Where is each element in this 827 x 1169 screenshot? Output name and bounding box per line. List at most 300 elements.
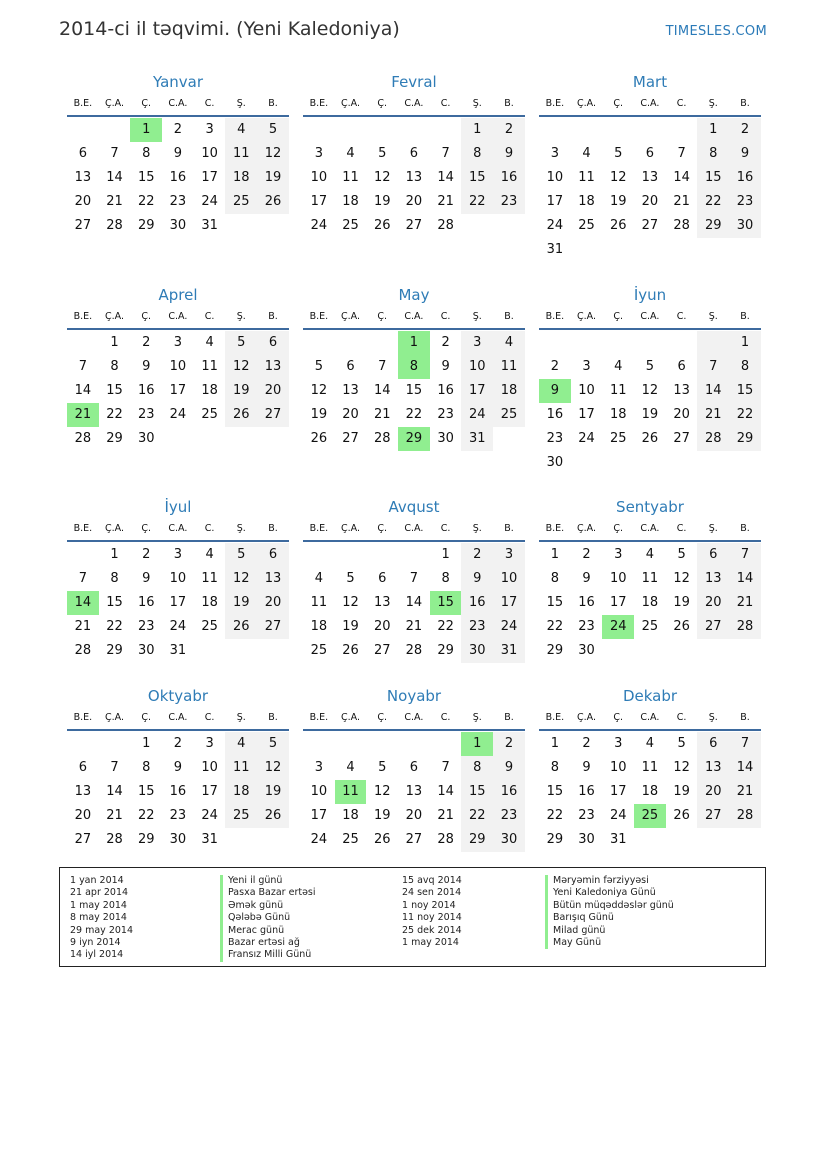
day-cell[interactable]: 4 [493, 331, 525, 355]
day-cell[interactable]: 12 [641, 383, 659, 398]
day-cell[interactable]: 3 [173, 335, 183, 350]
day-cell[interactable]: 12 [225, 355, 257, 379]
day-cell[interactable]: 28 [697, 427, 729, 451]
day-cell[interactable]: 7 [677, 146, 686, 161]
day-cell[interactable]: 8 [697, 142, 729, 166]
day-cell[interactable]: 10 [310, 170, 328, 185]
day-cell[interactable]: 5 [225, 331, 257, 355]
day-cell[interactable]: 21 [106, 194, 123, 209]
day-cell[interactable]: 29 [137, 218, 155, 233]
day-cell[interactable]: 20 [257, 591, 289, 615]
day-cell[interactable]: 12 [257, 756, 289, 780]
day-cell[interactable]: 1 [142, 736, 151, 751]
day-cell[interactable]: 29 [398, 427, 430, 451]
day-cell[interactable]: 23 [137, 407, 155, 422]
brand-link[interactable]: TIMESLES.COM [665, 24, 767, 39]
day-cell[interactable]: 1 [461, 732, 493, 756]
day-cell[interactable]: 25 [201, 619, 218, 634]
day-cell[interactable]: 24 [169, 407, 187, 422]
day-cell[interactable]: 30 [729, 214, 761, 238]
day-cell[interactable]: 15 [106, 595, 123, 610]
day-cell[interactable]: 11 [310, 595, 328, 610]
day-cell[interactable]: 19 [673, 595, 690, 610]
day-cell[interactable]: 23 [729, 190, 761, 214]
day-cell[interactable]: 5 [346, 571, 355, 586]
day-cell[interactable]: 7 [729, 543, 761, 567]
day-cell[interactable]: 7 [78, 359, 87, 374]
day-cell[interactable]: 21 [74, 619, 92, 634]
day-cell[interactable]: 3 [314, 146, 323, 161]
day-cell[interactable]: 18 [493, 379, 525, 403]
day-cell[interactable]: 23 [578, 619, 595, 634]
day-cell[interactable]: 11 [578, 170, 595, 185]
day-cell[interactable]: 31 [546, 242, 564, 257]
day-cell[interactable]: 12 [257, 142, 289, 166]
day-cell[interactable]: 1 [461, 118, 493, 142]
day-cell[interactable]: 3 [314, 760, 323, 775]
day-cell[interactable]: 20 [697, 591, 729, 615]
day-cell[interactable]: 23 [461, 615, 493, 639]
day-cell[interactable]: 22 [106, 619, 123, 634]
day-cell[interactable]: 17 [169, 595, 187, 610]
day-cell[interactable]: 10 [461, 355, 493, 379]
day-cell[interactable]: 18 [342, 808, 359, 823]
day-cell[interactable]: 5 [614, 146, 623, 161]
day-cell[interactable]: 14 [106, 170, 123, 185]
day-cell[interactable]: 26 [257, 190, 289, 214]
day-cell[interactable]: 30 [493, 828, 525, 852]
day-cell[interactable]: 19 [225, 379, 257, 403]
day-cell[interactable]: 3 [205, 736, 214, 751]
day-cell[interactable]: 19 [373, 808, 391, 823]
day-cell[interactable]: 3 [205, 122, 214, 137]
day-cell[interactable]: 19 [342, 619, 359, 634]
day-cell[interactable]: 27 [405, 218, 423, 233]
day-cell[interactable]: 4 [205, 335, 214, 350]
day-cell[interactable]: 27 [74, 832, 92, 847]
day-cell[interactable]: 15 [697, 166, 729, 190]
day-cell[interactable]: 14 [67, 591, 99, 615]
day-cell[interactable]: 22 [137, 808, 155, 823]
day-cell[interactable]: 23 [578, 808, 595, 823]
day-cell[interactable]: 8 [441, 571, 450, 586]
day-cell[interactable]: 1 [110, 547, 119, 562]
day-cell[interactable]: 8 [461, 756, 493, 780]
day-cell[interactable]: 12 [310, 383, 328, 398]
day-cell[interactable]: 17 [201, 784, 218, 799]
day-cell[interactable]: 26 [225, 403, 257, 427]
day-cell[interactable]: 13 [697, 567, 729, 591]
day-cell[interactable]: 28 [437, 218, 454, 233]
day-cell[interactable]: 25 [201, 407, 218, 422]
day-cell[interactable]: 4 [346, 146, 355, 161]
day-cell[interactable]: 16 [493, 780, 525, 804]
day-cell[interactable]: 21 [673, 194, 690, 209]
day-cell[interactable]: 28 [729, 615, 761, 639]
day-cell[interactable]: 25 [225, 190, 257, 214]
day-cell[interactable]: 19 [641, 407, 659, 422]
day-cell[interactable]: 22 [729, 403, 761, 427]
day-cell[interactable]: 24 [609, 808, 627, 823]
day-cell[interactable]: 26 [225, 615, 257, 639]
day-cell[interactable]: 21 [729, 780, 761, 804]
day-cell[interactable]: 13 [673, 383, 690, 398]
day-cell[interactable]: 4 [225, 118, 257, 142]
day-cell[interactable]: 18 [225, 166, 257, 190]
day-cell[interactable]: 23 [493, 190, 525, 214]
day-cell[interactable]: 23 [137, 619, 155, 634]
day-cell[interactable]: 9 [539, 379, 571, 403]
day-cell[interactable]: 12 [373, 170, 391, 185]
day-cell[interactable]: 15 [461, 166, 493, 190]
day-cell[interactable]: 16 [169, 170, 187, 185]
day-cell[interactable]: 12 [609, 170, 627, 185]
day-cell[interactable]: 11 [641, 760, 659, 775]
day-cell[interactable]: 22 [405, 407, 423, 422]
day-cell[interactable]: 24 [461, 403, 493, 427]
day-cell[interactable]: 11 [225, 756, 257, 780]
day-cell[interactable]: 20 [257, 379, 289, 403]
day-cell[interactable]: 19 [257, 780, 289, 804]
day-cell[interactable]: 14 [106, 784, 123, 799]
day-cell[interactable]: 10 [493, 567, 525, 591]
day-cell[interactable]: 10 [578, 383, 595, 398]
day-cell[interactable]: 20 [673, 407, 690, 422]
day-cell[interactable]: 27 [673, 431, 690, 446]
day-cell[interactable]: 7 [78, 571, 87, 586]
day-cell[interactable]: 15 [430, 591, 462, 615]
day-cell[interactable]: 19 [225, 591, 257, 615]
day-cell[interactable]: 31 [461, 427, 493, 451]
day-cell[interactable]: 11 [342, 170, 359, 185]
day-cell[interactable]: 25 [634, 804, 666, 828]
day-cell[interactable]: 13 [405, 784, 423, 799]
day-cell[interactable]: 8 [142, 760, 151, 775]
day-cell[interactable]: 13 [373, 595, 391, 610]
day-cell[interactable]: 11 [225, 142, 257, 166]
day-cell[interactable]: 3 [550, 146, 559, 161]
day-cell[interactable]: 7 [409, 571, 419, 586]
day-cell[interactable]: 30 [461, 639, 493, 663]
day-cell[interactable]: 25 [609, 431, 627, 446]
day-cell[interactable]: 2 [729, 118, 761, 142]
day-cell[interactable]: 20 [641, 194, 659, 209]
day-cell[interactable]: 1 [550, 547, 559, 562]
day-cell[interactable]: 9 [729, 142, 761, 166]
day-cell[interactable]: 5 [314, 359, 323, 374]
day-cell[interactable]: 28 [106, 218, 123, 233]
day-cell[interactable]: 2 [550, 359, 559, 374]
day-cell[interactable]: 1 [697, 118, 729, 142]
day-cell[interactable]: 3 [493, 543, 525, 567]
day-cell[interactable]: 22 [461, 190, 493, 214]
day-cell[interactable]: 26 [342, 643, 359, 658]
day-cell[interactable]: 23 [437, 407, 454, 422]
day-cell[interactable]: 13 [405, 170, 423, 185]
day-cell[interactable]: 8 [729, 355, 761, 379]
day-cell[interactable]: 11 [609, 383, 627, 398]
day-cell[interactable]: 13 [342, 383, 359, 398]
day-cell[interactable]: 26 [673, 808, 690, 823]
day-cell[interactable]: 27 [74, 218, 92, 233]
day-cell[interactable]: 5 [257, 118, 289, 142]
day-cell[interactable]: 9 [461, 567, 493, 591]
day-cell[interactable]: 6 [677, 359, 686, 374]
day-cell[interactable]: 17 [201, 170, 218, 185]
day-cell[interactable]: 24 [493, 615, 525, 639]
day-cell[interactable]: 21 [437, 194, 454, 209]
day-cell[interactable]: 27 [257, 403, 289, 427]
day-cell[interactable]: 24 [578, 431, 595, 446]
day-cell[interactable]: 10 [201, 146, 218, 161]
day-cell[interactable]: 31 [609, 832, 627, 847]
day-cell[interactable]: 16 [461, 591, 493, 615]
day-cell[interactable]: 8 [550, 760, 559, 775]
day-cell[interactable]: 4 [614, 359, 623, 374]
day-cell[interactable]: 14 [373, 383, 391, 398]
day-cell[interactable]: 1 [441, 547, 450, 562]
day-cell[interactable]: 9 [582, 760, 591, 775]
day-cell[interactable]: 1 [398, 331, 430, 355]
day-cell[interactable]: 30 [546, 455, 564, 470]
day-cell[interactable]: 24 [201, 194, 218, 209]
day-cell[interactable]: 2 [493, 118, 525, 142]
day-cell[interactable]: 2 [142, 547, 151, 562]
day-cell[interactable]: 10 [169, 571, 187, 586]
day-cell[interactable]: 28 [373, 431, 391, 446]
day-cell[interactable]: 24 [310, 218, 328, 233]
day-cell[interactable]: 11 [201, 571, 218, 586]
day-cell[interactable]: 27 [373, 643, 391, 658]
day-cell[interactable]: 23 [169, 194, 187, 209]
day-cell[interactable]: 18 [641, 784, 659, 799]
day-cell[interactable]: 17 [310, 808, 328, 823]
day-cell[interactable]: 15 [461, 780, 493, 804]
day-cell[interactable]: 24 [201, 808, 218, 823]
day-cell[interactable]: 22 [461, 804, 493, 828]
day-cell[interactable]: 27 [641, 218, 659, 233]
day-cell[interactable]: 17 [461, 379, 493, 403]
day-cell[interactable]: 25 [225, 804, 257, 828]
day-cell[interactable]: 8 [398, 355, 430, 379]
day-cell[interactable]: 1 [130, 118, 162, 142]
day-cell[interactable]: 16 [137, 383, 155, 398]
day-cell[interactable]: 9 [493, 756, 525, 780]
day-cell[interactable]: 15 [137, 784, 155, 799]
day-cell[interactable]: 30 [437, 431, 454, 446]
day-cell[interactable]: 10 [201, 760, 218, 775]
day-cell[interactable]: 21 [729, 591, 761, 615]
day-cell[interactable]: 19 [609, 194, 627, 209]
day-cell[interactable]: 30 [169, 218, 187, 233]
day-cell[interactable]: 9 [142, 359, 151, 374]
day-cell[interactable]: 8 [550, 571, 559, 586]
day-cell[interactable]: 14 [74, 383, 92, 398]
day-cell[interactable]: 29 [137, 832, 155, 847]
day-cell[interactable]: 4 [314, 571, 323, 586]
day-cell[interactable]: 28 [405, 643, 423, 658]
day-cell[interactable]: 11 [201, 359, 218, 374]
day-cell[interactable]: 29 [106, 643, 123, 658]
day-cell[interactable]: 17 [546, 194, 564, 209]
day-cell[interactable]: 16 [729, 166, 761, 190]
day-cell[interactable]: 30 [137, 643, 155, 658]
day-cell[interactable]: 28 [673, 218, 690, 233]
day-cell[interactable]: 8 [110, 571, 119, 586]
day-cell[interactable]: 25 [493, 403, 525, 427]
day-cell[interactable]: 27 [697, 615, 729, 639]
day-cell[interactable]: 22 [437, 619, 454, 634]
day-cell[interactable]: 29 [461, 828, 493, 852]
day-cell[interactable]: 7 [697, 355, 729, 379]
day-cell[interactable]: 17 [609, 784, 627, 799]
day-cell[interactable]: 4 [346, 760, 355, 775]
day-cell[interactable]: 8 [110, 359, 119, 374]
day-cell[interactable]: 6 [378, 571, 387, 586]
day-cell[interactable]: 7 [110, 760, 119, 775]
day-cell[interactable]: 5 [378, 146, 387, 161]
day-cell[interactable]: 25 [342, 218, 359, 233]
day-cell[interactable]: 31 [201, 218, 218, 233]
day-cell[interactable]: 14 [437, 170, 454, 185]
day-cell[interactable]: 6 [409, 760, 419, 775]
day-cell[interactable]: 20 [405, 194, 423, 209]
day-cell[interactable]: 13 [641, 170, 659, 185]
day-cell[interactable]: 30 [578, 643, 595, 658]
day-cell[interactable]: 22 [546, 619, 564, 634]
day-cell[interactable]: 2 [582, 736, 591, 751]
day-cell[interactable]: 6 [78, 146, 87, 161]
day-cell[interactable]: 6 [346, 359, 355, 374]
day-cell[interactable]: 10 [310, 784, 328, 799]
day-cell[interactable]: 22 [546, 808, 564, 823]
day-cell[interactable]: 29 [437, 643, 454, 658]
day-cell[interactable]: 26 [373, 218, 391, 233]
day-cell[interactable]: 1 [110, 335, 119, 350]
day-cell[interactable]: 12 [225, 567, 257, 591]
day-cell[interactable]: 9 [441, 359, 450, 374]
day-cell[interactable]: 18 [201, 595, 218, 610]
day-cell[interactable]: 14 [405, 595, 423, 610]
day-cell[interactable]: 6 [409, 146, 419, 161]
day-cell[interactable]: 4 [205, 547, 214, 562]
day-cell[interactable]: 19 [257, 166, 289, 190]
day-cell[interactable]: 31 [201, 832, 218, 847]
day-cell[interactable]: 2 [441, 335, 450, 350]
day-cell[interactable]: 31 [169, 643, 187, 658]
day-cell[interactable]: 19 [310, 407, 328, 422]
day-cell[interactable]: 29 [546, 643, 564, 658]
day-cell[interactable]: 28 [437, 832, 454, 847]
day-cell[interactable]: 9 [173, 760, 183, 775]
day-cell[interactable]: 7 [378, 359, 387, 374]
day-cell[interactable]: 12 [342, 595, 359, 610]
day-cell[interactable]: 5 [225, 543, 257, 567]
day-cell[interactable]: 28 [74, 643, 92, 658]
day-cell[interactable]: 14 [437, 784, 454, 799]
day-cell[interactable]: 10 [169, 359, 187, 374]
day-cell[interactable]: 13 [74, 170, 92, 185]
day-cell[interactable]: 1 [550, 736, 559, 751]
day-cell[interactable]: 4 [645, 547, 655, 562]
day-cell[interactable]: 5 [257, 732, 289, 756]
day-cell[interactable]: 14 [729, 567, 761, 591]
day-cell[interactable]: 5 [677, 547, 686, 562]
day-cell[interactable]: 20 [405, 808, 423, 823]
day-cell[interactable]: 15 [106, 383, 123, 398]
day-cell[interactable]: 24 [602, 615, 634, 639]
day-cell[interactable]: 10 [546, 170, 564, 185]
day-cell[interactable]: 15 [137, 170, 155, 185]
day-cell[interactable]: 17 [493, 591, 525, 615]
day-cell[interactable]: 20 [342, 407, 359, 422]
day-cell[interactable]: 9 [493, 142, 525, 166]
day-cell[interactable]: 23 [546, 431, 564, 446]
day-cell[interactable]: 26 [310, 431, 328, 446]
day-cell[interactable]: 3 [461, 331, 493, 355]
day-cell[interactable]: 25 [342, 832, 359, 847]
day-cell[interactable]: 30 [137, 431, 155, 446]
day-cell[interactable]: 3 [614, 547, 623, 562]
day-cell[interactable]: 19 [673, 784, 690, 799]
day-cell[interactable]: 21 [67, 403, 99, 427]
day-cell[interactable]: 16 [546, 407, 564, 422]
day-cell[interactable]: 22 [137, 194, 155, 209]
day-cell[interactable]: 24 [169, 619, 187, 634]
day-cell[interactable]: 18 [310, 619, 328, 634]
day-cell[interactable]: 18 [201, 383, 218, 398]
day-cell[interactable]: 20 [74, 194, 92, 209]
day-cell[interactable]: 12 [673, 571, 690, 586]
day-cell[interactable]: 21 [373, 407, 391, 422]
day-cell[interactable]: 25 [578, 218, 595, 233]
day-cell[interactable]: 30 [169, 832, 187, 847]
day-cell[interactable]: 29 [546, 832, 564, 847]
day-cell[interactable]: 18 [641, 595, 659, 610]
day-cell[interactable]: 7 [110, 146, 119, 161]
day-cell[interactable]: 18 [342, 194, 359, 209]
day-cell[interactable]: 18 [578, 194, 595, 209]
day-cell[interactable]: 26 [257, 804, 289, 828]
day-cell[interactable]: 25 [310, 643, 328, 658]
day-cell[interactable]: 29 [106, 431, 123, 446]
day-cell[interactable]: 13 [74, 784, 92, 799]
day-cell[interactable]: 31 [493, 639, 525, 663]
day-cell[interactable]: 20 [74, 808, 92, 823]
day-cell[interactable]: 7 [441, 760, 450, 775]
day-cell[interactable]: 9 [173, 146, 183, 161]
day-cell[interactable]: 2 [173, 736, 183, 751]
day-cell[interactable]: 21 [437, 808, 454, 823]
day-cell[interactable]: 19 [373, 194, 391, 209]
day-cell[interactable]: 16 [137, 595, 155, 610]
day-cell[interactable]: 14 [673, 170, 690, 185]
day-cell[interactable]: 6 [697, 543, 729, 567]
day-cell[interactable]: 2 [493, 732, 525, 756]
day-cell[interactable]: 7 [729, 732, 761, 756]
day-cell[interactable]: 22 [697, 190, 729, 214]
day-cell[interactable]: 16 [578, 784, 595, 799]
day-cell[interactable]: 17 [310, 194, 328, 209]
day-cell[interactable]: 11 [641, 571, 659, 586]
day-cell[interactable]: 15 [546, 784, 564, 799]
day-cell[interactable]: 5 [378, 760, 387, 775]
day-cell[interactable]: 29 [697, 214, 729, 238]
day-cell[interactable]: 6 [257, 331, 289, 355]
day-cell[interactable]: 16 [437, 383, 454, 398]
day-cell[interactable]: 6 [257, 543, 289, 567]
day-cell[interactable]: 28 [106, 832, 123, 847]
